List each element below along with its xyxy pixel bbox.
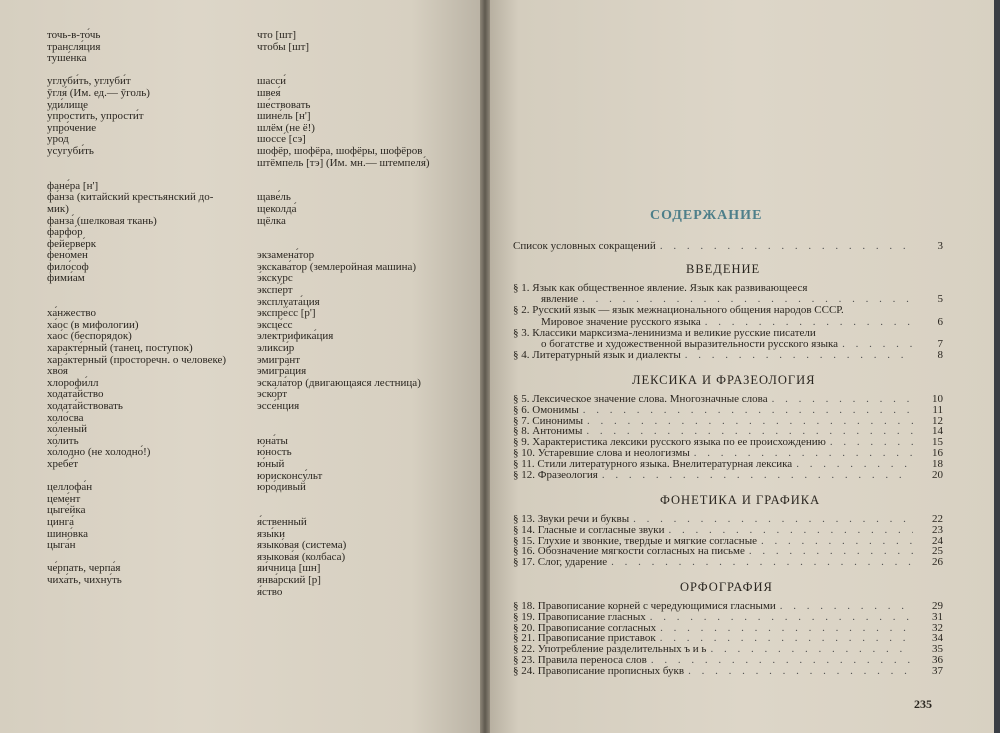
- word-entry: эссе́нция: [257, 400, 300, 412]
- toc-entry-page: 23: [932, 523, 943, 536]
- spacer-row: [47, 158, 257, 170]
- leader-dots: [582, 293, 913, 305]
- toc-entry-page: 20: [932, 468, 943, 481]
- word-entry: экзамена́тор: [257, 249, 315, 262]
- word-entry: ӯгля́ (Им. ед.— ӯголь): [47, 86, 150, 99]
- toc-entry: [513, 556, 943, 568]
- word-entry: хо́лодно (не холодно́!): [47, 446, 151, 459]
- word-entry: щеколда́: [257, 202, 297, 215]
- leader-dots: [842, 338, 913, 350]
- word-entry: ходата́йство: [47, 388, 104, 401]
- word-entry: эскала́тор (двигающаяся лестница): [257, 376, 421, 389]
- word-entry: электрифика́ция: [257, 330, 334, 343]
- word-entry: эмигра́нт: [257, 353, 301, 366]
- toc-entry: [541, 316, 943, 328]
- book-gutter: [480, 0, 490, 733]
- word-entry: шофёр, шофёра, шофёры, шофёров: [257, 144, 423, 157]
- word-entry: шино́вка: [47, 527, 88, 540]
- spacer-row: [257, 227, 467, 239]
- toc-entry-text: § 14. Гласные и согласные звуки: [513, 523, 665, 536]
- spacer-row: [257, 65, 467, 77]
- toc-entry-page: 16: [932, 447, 943, 459]
- word-entry: языко́вая (система): [257, 539, 347, 552]
- toc-entry-page: 5: [937, 293, 943, 306]
- spacer-row: [257, 413, 467, 425]
- toc-entry-page: 7: [937, 338, 943, 350]
- toc-entry-page: 6: [937, 315, 943, 328]
- toc-entry-page: 37: [932, 664, 943, 677]
- toc-entry-text: § 11. Стили литературного языка. Внелитературная лексика: [513, 457, 793, 470]
- toc-entry: [513, 665, 943, 677]
- toc-entry-page: 34: [932, 632, 943, 645]
- leader-dots: [660, 240, 913, 252]
- toc-entry-text: § 18. Правописание корней с чередующимися гласными: [513, 600, 776, 612]
- word-entry: ю́ность: [257, 446, 292, 459]
- word-entry: фило́соф: [47, 260, 89, 273]
- toc-entry-text: § 24. Правописание прописных букв: [513, 664, 685, 677]
- toc-entry-page: 36: [932, 654, 943, 666]
- page-edge: [994, 0, 1000, 733]
- toc-entry-page: 32: [932, 621, 943, 634]
- word-entry: эксце́сс: [257, 318, 293, 331]
- toc-intro-line: [513, 240, 943, 252]
- word-entry: я́ственный: [257, 515, 307, 528]
- word-entry: яи́чница [шн]: [257, 562, 321, 575]
- word-entry: трансля́ция: [47, 40, 101, 53]
- word-entry: юрисконсу́льт: [257, 469, 323, 482]
- word-entry: цеме́нт: [47, 492, 81, 505]
- word-entry: холо́сва: [47, 411, 84, 424]
- word-entry: цинга́: [47, 515, 75, 528]
- toc-entry: [513, 349, 943, 361]
- word-entry: цыга́н: [47, 539, 76, 552]
- word-entry: экспе́рт: [257, 284, 293, 297]
- toc-entry-text: § 19. Правописание гласных: [513, 610, 646, 623]
- contents-title: СОДЕРЖАНИЕ: [650, 208, 763, 223]
- leader-dots: [611, 556, 913, 568]
- word-entry: че́рпать, черпа́я: [47, 562, 121, 575]
- word-entry: фане́ра [н']: [47, 179, 99, 192]
- toc-entry-page: 31: [932, 610, 943, 623]
- word-entry: фарфо́р: [47, 226, 83, 239]
- spacer-row: [257, 494, 467, 506]
- word-entry: хо́леный: [47, 423, 87, 436]
- toc-entry-page: 18: [932, 457, 943, 470]
- word-list-column-b: [257, 30, 467, 598]
- word-entry: фа́нза (китайский крестьянский до-: [47, 191, 214, 204]
- word-entry: туше́нка: [47, 52, 87, 65]
- word-entry: фанза́ (шелковая ткань): [47, 214, 157, 227]
- word-entry: упро́чение: [47, 121, 97, 134]
- toc-entry-text: § 2. Русский язык — язык межнационального общения народов СССР.: [513, 304, 844, 317]
- toc-entry-text: о богатстве и художественной выразительности русского языка: [541, 338, 839, 350]
- toc-entry-text: § 16. Обозначение мягкости согласных на письме: [513, 545, 745, 558]
- spacer-row: [257, 53, 467, 65]
- word-entry: хво́я: [47, 365, 68, 378]
- toc-entry-text: § 22. Употребление разделительных ъ и ь: [513, 643, 707, 656]
- word-entry: шасси́: [257, 75, 287, 88]
- toc-entry: [513, 304, 943, 316]
- spacer-row: [47, 285, 257, 297]
- toc-entry-page: 29: [932, 600, 943, 612]
- toc-entry-page: 8: [937, 349, 943, 362]
- word-entry: углуби́ть, углуби́т: [47, 75, 131, 88]
- word-entry: юна́ты: [257, 434, 288, 447]
- word-entry: эско́рт: [257, 388, 288, 401]
- toc-entry-text: § 3. Классики марксизма-ленинизма и великие русские писатели: [513, 326, 816, 339]
- word-entry: шоссе́ [сэ]: [257, 133, 306, 146]
- section-heading: ФОНЕТИКА И ГРАФИКА: [660, 493, 821, 507]
- leader-dots: [688, 665, 913, 677]
- toc-entry-text: § 12. Фразеология: [513, 468, 598, 481]
- word-entry: эликси́р: [257, 342, 295, 355]
- toc-entry-text: Список условных сокращений: [513, 240, 656, 252]
- toc-entry-text: § 13. Звуки речи и буквы: [513, 513, 630, 525]
- toc-entry: [513, 282, 943, 294]
- spacer-row: [257, 169, 467, 181]
- word-entry: хо́лить: [47, 434, 79, 447]
- word-entry: целлофа́н: [47, 481, 93, 494]
- word-entry: ю́ный: [257, 457, 285, 470]
- toc-entry-page: 11: [932, 403, 943, 416]
- page-number: 235: [914, 697, 932, 711]
- word-entry: шине́ль [н']: [257, 110, 311, 123]
- word-entry: уро́д: [47, 133, 69, 146]
- word-entry: упрости́ть, упрости́т: [47, 110, 144, 123]
- toc-entry-text: Мировое значение русского языка: [541, 315, 701, 328]
- toc-entry-text: § 4. Литературный язык и диалекты: [513, 349, 681, 362]
- word-entry: я́ство: [257, 585, 283, 598]
- section-heading: ОРФОГРАФИЯ: [680, 580, 773, 594]
- toc-entry-text: § 21. Правописание приставок: [513, 632, 656, 645]
- word-entry: точь-в-то́чь: [47, 29, 101, 41]
- toc-entry-text: § 15. Глухие и звонкие, твердые и мягкие согласные: [513, 534, 757, 547]
- toc-entry: [513, 327, 943, 339]
- leader-dots: [705, 316, 913, 328]
- toc-entry-text: § 1. Язык как общественное явление. Язык как развивающееся: [513, 282, 808, 294]
- word-entry: фейерве́рк: [47, 237, 97, 250]
- word-entry: штёмпель [тэ] (Им. мн.— штемпеля́): [257, 156, 430, 169]
- word-entry: эмигра́ция: [257, 365, 307, 378]
- word-entry: янва́рский [р]: [257, 573, 321, 586]
- word-entry: ха́ос (в мифологии): [47, 318, 139, 331]
- word-entry: хара́ктерный (просторечн. о человеке): [47, 353, 227, 366]
- word-entry: шлём (не ё!): [257, 121, 315, 134]
- toc-entry-text: § 10. Устаревшие слова и неологизмы: [513, 447, 690, 459]
- word-entry: фено́мен: [47, 249, 88, 262]
- spacer-row: [47, 169, 257, 181]
- toc-entry: [513, 469, 943, 481]
- toc-entry-page: 25: [932, 545, 943, 558]
- toc-entry-page: 26: [932, 556, 943, 569]
- toc-entry-text: § 9. Характеристика лексики русского языка по ее происхождению: [513, 436, 826, 449]
- toc-entry-text: явление: [541, 293, 579, 306]
- word-entry: чиха́ть, чихну́ть: [47, 573, 122, 586]
- toc-entry-page: 22: [932, 513, 943, 525]
- word-entry: мик): [47, 202, 69, 215]
- leader-dots: [685, 349, 913, 361]
- word-entry: ха́нжество: [47, 307, 97, 320]
- toc-entry-page: 35: [932, 643, 943, 656]
- word-entry: ше́ствовать: [257, 98, 311, 111]
- word-list-column-a: [47, 30, 257, 587]
- word-entry: хао́с (беспорядок): [47, 330, 132, 343]
- leader-dots: [602, 469, 913, 481]
- toc-entry-page: 10: [932, 393, 943, 405]
- word-entry: юро́дивый: [257, 481, 306, 494]
- word-entry: ходата́йствовать: [47, 400, 123, 412]
- word-entry: щаве́ль: [257, 191, 291, 204]
- toc-entry-page: 15: [932, 436, 943, 449]
- word-entry: экскава́тор (землеройная машина): [257, 260, 417, 273]
- spacer-row: [257, 424, 467, 436]
- word-entry: э́кскурс: [257, 272, 293, 285]
- toc-entry-page: 24: [932, 534, 943, 547]
- word-entry: щёлка: [257, 214, 286, 227]
- toc-entry-text: § 6. Омонимы: [513, 403, 579, 416]
- word-entry: чтобы [шт]: [257, 40, 310, 53]
- toc-entry: [541, 293, 943, 305]
- word-entry: характе́рный (танец, поступок): [47, 342, 193, 355]
- word-entry: хребе́т: [47, 457, 79, 470]
- section-heading: ВВЕДЕНИЕ: [686, 262, 761, 276]
- toc-entry-text: § 23. Правила переноса слов: [513, 654, 647, 666]
- toc-entry-page: 14: [932, 425, 943, 438]
- toc-entry-text: § 20. Правописание согласных: [513, 621, 657, 634]
- toc-entry-text: § 8. Антонимы: [513, 425, 583, 438]
- toc-entry-text: § 7. Синонимы: [513, 414, 583, 427]
- toc-entry-text: § 5. Лексическое значение слова. Многозначные слова: [513, 393, 768, 405]
- toc-entry-page: 3: [937, 240, 943, 252]
- word-entry: усугуби́ть: [47, 144, 94, 157]
- word-entry: швея́: [257, 86, 281, 99]
- toc-entry-page: 12: [932, 414, 943, 427]
- word-entry: что [шт]: [257, 29, 297, 41]
- section-heading: ЛЕКСИКА И ФРАЗЕОЛОГИЯ: [632, 373, 816, 387]
- word-entry: цыге́йка: [47, 504, 86, 517]
- word-entry: языкова́я (колбаса): [257, 550, 346, 563]
- word-entry: экспре́сс [р']: [257, 307, 316, 320]
- word-entry: эксплуата́ция: [257, 295, 320, 308]
- toc-entry: [541, 338, 943, 350]
- word-entry: хлорофи́лл: [47, 376, 99, 389]
- toc-entry-text: § 17. Слог, ударение: [513, 556, 608, 569]
- word-entry: фими́ам: [47, 272, 85, 285]
- word-entry: уди́лище: [47, 98, 89, 111]
- word-entry: язы́ки: [257, 527, 286, 540]
